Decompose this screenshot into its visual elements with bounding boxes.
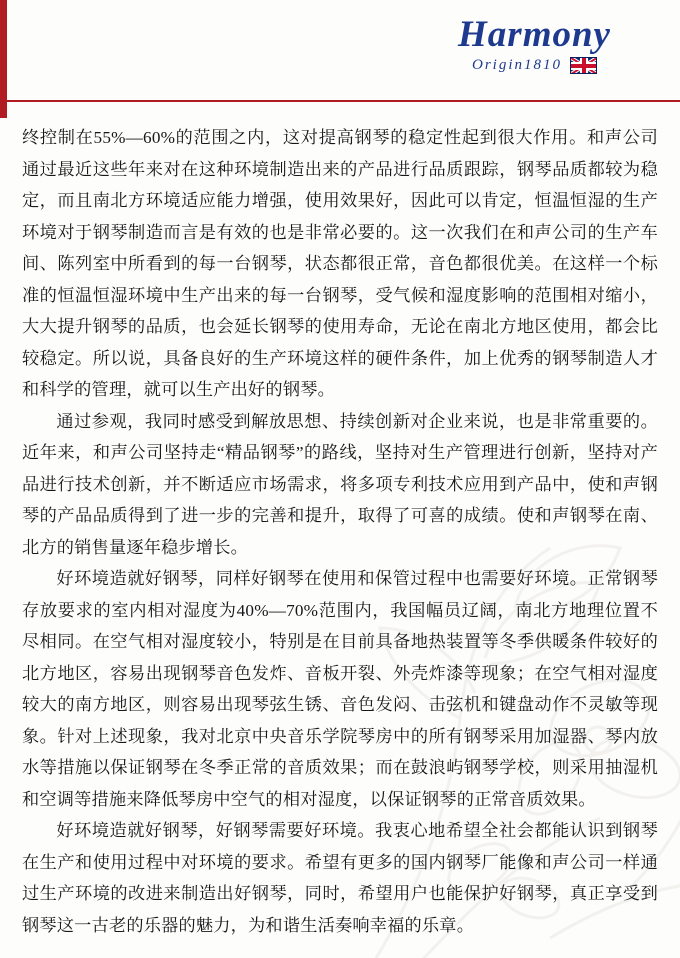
brand-logo bbox=[417, 16, 652, 74]
page-header bbox=[0, 0, 680, 104]
document-body bbox=[0, 104, 680, 941]
header-divider bbox=[0, 100, 680, 102]
paragraph: 通过参观，我同时感受到解放思想、持续创新对企业来说，也是非常重要的。近年来，和声公司坚持走“精品钢琴”的路线，坚持对生产管理进行创新，坚持对产品进行技术创新，并不断适应市场需求，将多项专利技术应用到产品中，使和声钢琴的产品品质得到了进一步的完善和提升，取得了可喜的成绩。使和声钢琴在南、北方的销售量逐年稳步增长。 bbox=[22, 411, 658, 557]
paragraph: 好环境造就好钢琴，同样好钢琴在使用和保管过程中也需要好环境。正常钢琴存放要求的室内相对湿度为40%—70%范围内，我国幅员辽阔，南北方地理位置不尽相同。在空气相对湿度较小，特别是在目前具备地热装置等冬季供暖条件较好的北方地区，容易出现钢琴音色发炸、音板开裂、外壳炸漆等现象；在空气相对湿度较大的南方地区，则容易出现琴弦生锈、音色发闷、击弦机和键盘动作不灵敏等现象。针对上述现象，我对北京中央音乐学院琴房中的所有钢琴采用加湿器、琴内放水等措施以保证钢琴在冬季正常的音质效果；而在鼓浪屿钢琴学校，则采用抽湿机和空调等措施来降低琴房中空气的相对湿度，以保证钢琴的正常音质效果。 bbox=[22, 569, 658, 809]
uk-flag-icon bbox=[570, 57, 597, 74]
paragraph: 终控制在55%—60%的范围之内，这对提高钢琴的稳定性起到很大作用。和声公司通过最近这些年来对在这种环境制造出来的产品进行品质跟踪，钢琴品质都较为稳定，而且南北方环境适应能力增强，使用效果好，因此可以肯定，恒温恒湿的生产环境对于钢琴制造而言是有效的也是非常必要的。这一次我们在和声公司的生产车间、陈列室中所看到的每一台钢琴，状态都很正常，音色都很优美。在这样一个标准的恒温恒湿环境中生产出来的每一台钢琴，受气候和湿度影响的范围相对缩小，大大提升钢琴的品质，也会延长钢琴的使用寿命，无论在南北方地区使用，都会比较稳定。所以说，具备良好的生产环境这样的硬件条件，加上优秀的钢琴制造人才和科学的管理，就可以生产出好的钢琴。 bbox=[22, 128, 658, 399]
brand-tagline: Origin1810 bbox=[471, 57, 562, 73]
paragraph: 好环境造就好钢琴，好钢琴需要好环境。我衷心地希望全社会都能认识到钢琴在生产和使用过程中对环境的要求。希望有更多的国内钢琴厂能像和声公司一样通过生产环境的改进来制造出好钢琴，同时，希望用户也能保护好钢琴，真正享受到钢琴这一古老的乐器的魅力，为和谐生活奏响幸福的乐章。 bbox=[22, 821, 658, 935]
brand-name: Harmony bbox=[458, 14, 611, 55]
